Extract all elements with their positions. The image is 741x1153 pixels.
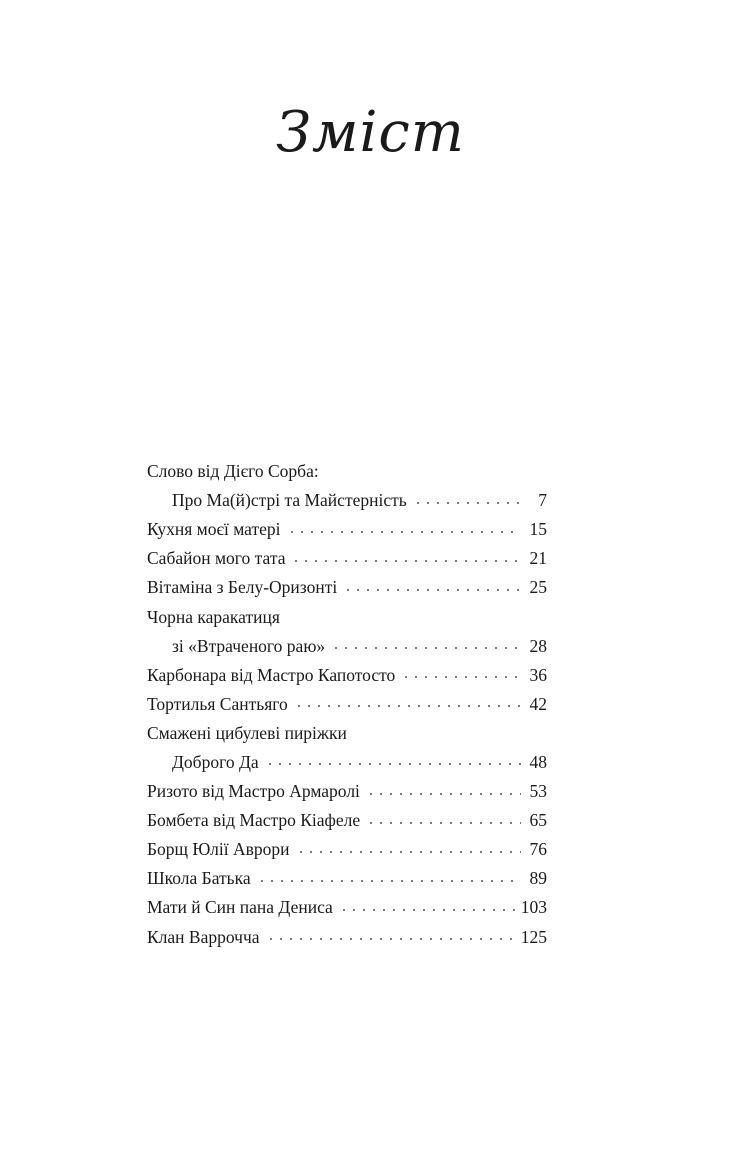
toc-entry-line[interactable] xyxy=(147,806,547,835)
toc-entry-line[interactable] xyxy=(147,544,547,573)
toc-entry-title: Сабайон мого тата xyxy=(147,548,289,569)
toc-entry-line[interactable] xyxy=(147,457,547,486)
toc-entry-title: Чорна каракатиця xyxy=(147,607,284,628)
toc-entry-title: Бомбета від Мастро Кіафеле xyxy=(147,810,364,831)
toc-entry-line[interactable] xyxy=(147,573,547,602)
dot-leader xyxy=(343,589,521,591)
toc-entry-line[interactable] xyxy=(147,835,547,864)
toc-entry-title: зі «Втраченого раю» xyxy=(147,636,329,657)
toc-entry-title: Кухня моєї матері xyxy=(147,519,285,540)
toc-entry-title: Ризото від Мастро Армаролі xyxy=(147,781,364,802)
dot-leader xyxy=(366,793,521,795)
dot-leader xyxy=(339,909,515,911)
toc-page-number: 25 xyxy=(529,577,547,598)
toc-entry-line[interactable] xyxy=(147,690,547,719)
toc-entry-line[interactable] xyxy=(147,893,547,922)
toc-entry-line[interactable] xyxy=(147,777,547,806)
toc-entry-line[interactable] xyxy=(147,661,547,690)
toc-entry-title: Мати й Син пана Дениса xyxy=(147,897,337,918)
dot-leader xyxy=(257,880,521,882)
toc-entry-title: Клан Варроччa xyxy=(147,927,264,948)
toc-page-number: 48 xyxy=(529,751,547,772)
toc-page-number: 125 xyxy=(520,926,547,947)
dot-leader xyxy=(401,676,521,678)
toc-entry-line[interactable] xyxy=(147,602,547,631)
toc-entry-line[interactable] xyxy=(147,923,547,952)
dot-leader xyxy=(291,560,521,562)
toc-entry-title: Тортилья Сантьяго xyxy=(147,694,292,715)
toc-entry-title: Слово від Дієго Сорба: xyxy=(147,461,323,482)
toc-entry-title: Школа Батька xyxy=(147,868,255,889)
dot-leader xyxy=(366,822,521,824)
table-of-contents xyxy=(147,457,547,952)
toc-entry-line[interactable] xyxy=(147,486,547,515)
toc-page-number: 103 xyxy=(520,897,547,918)
dot-leader xyxy=(296,851,521,853)
dot-leader xyxy=(294,705,521,707)
toc-page-number: 65 xyxy=(529,810,547,831)
toc-page-number: 36 xyxy=(529,664,547,685)
toc-entry-line[interactable] xyxy=(147,515,547,544)
dot-leader xyxy=(265,763,521,765)
toc-page-number: 89 xyxy=(529,868,547,889)
dot-leader xyxy=(413,502,521,504)
toc-entry-title: Смажені цибулеві пиріжки xyxy=(147,723,351,744)
dot-leader xyxy=(287,531,521,533)
toc-page-number: 28 xyxy=(529,635,547,656)
toc-entry-line[interactable] xyxy=(147,748,547,777)
toc-page-number: 21 xyxy=(529,548,547,569)
toc-page-number: 76 xyxy=(529,839,547,860)
toc-entry-line[interactable] xyxy=(147,632,547,661)
dot-leader xyxy=(331,647,521,649)
toc-page-number: 7 xyxy=(538,490,547,511)
page-title: Зміст xyxy=(276,100,465,165)
toc-entry-line[interactable] xyxy=(147,719,547,748)
toc-page-number: 42 xyxy=(529,693,547,714)
toc-entry-line[interactable] xyxy=(147,864,547,893)
toc-entry-title: Карбонара від Мастро Капотосто xyxy=(147,665,399,686)
toc-entry-title: Вітаміна з Белу-Оризонті xyxy=(147,577,341,598)
toc-entry-title: Про Ма(й)стрі та Майстерність xyxy=(147,490,411,511)
toc-entry-title: Борщ Юлії Аврори xyxy=(147,839,294,860)
toc-page-number: 53 xyxy=(529,781,547,802)
dot-leader xyxy=(266,938,515,940)
toc-page-number: 15 xyxy=(529,519,547,540)
toc-entry-title: Доброго Да xyxy=(147,752,263,773)
